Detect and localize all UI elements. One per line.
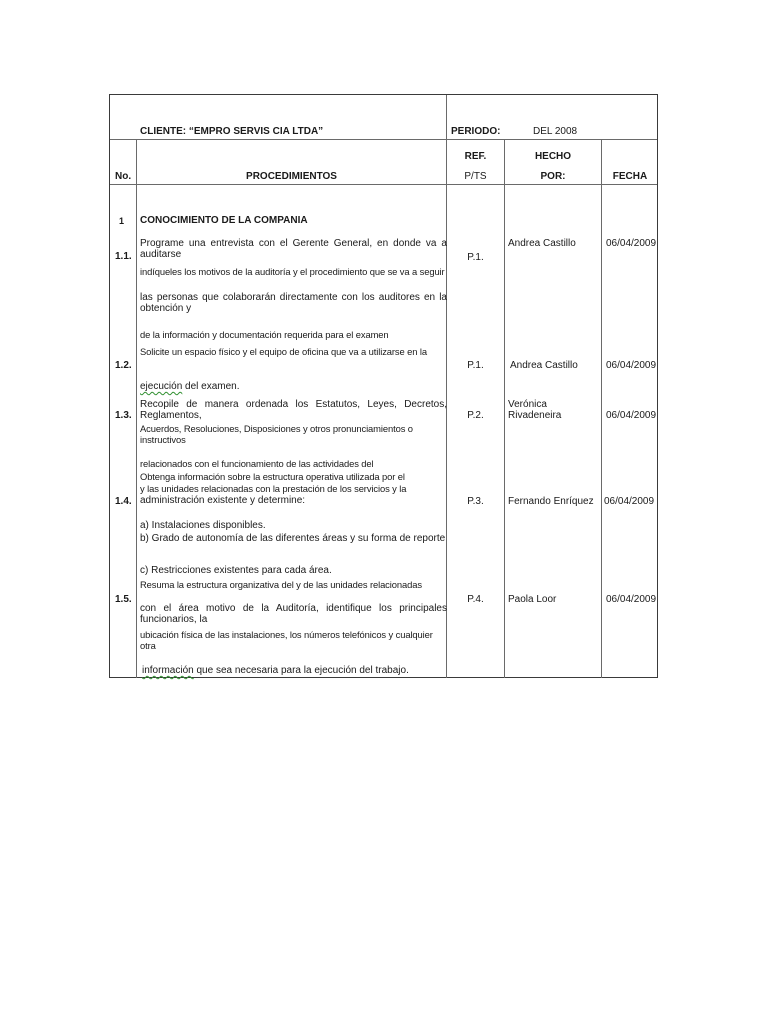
row-number: 1.4.	[115, 496, 132, 507]
fecha-cell: 06/04/2009	[606, 410, 657, 421]
col-header-ref-line2: P/TS	[464, 171, 487, 182]
columns-divider	[110, 184, 657, 185]
spellcheck-word: información	[142, 665, 194, 676]
col-header-fecha: FECHA	[612, 171, 648, 182]
col-header-no: No.	[115, 171, 132, 182]
row-number: 1.3.	[115, 410, 132, 421]
procedure-text: a) Instalaciones disponibles.	[140, 520, 266, 531]
procedure-text: de la información y documentación requerida para el examen	[140, 329, 389, 340]
col-header-hecho-line2: POR:	[540, 171, 566, 182]
ref-cell: P.4.	[467, 594, 484, 605]
ref-cell: P.2.	[467, 410, 484, 421]
ref-cell: P.1.	[467, 360, 484, 371]
col-header-ref: REF.	[464, 151, 487, 162]
procedure-text: las personas que colaborarán directamente con los auditores en la obtención y	[140, 292, 447, 314]
col-divider-fecha	[601, 140, 602, 678]
fecha-cell: 06/04/2009	[606, 594, 657, 605]
procedure-text: Resuma la estructura organizativa del y de las unidades relacionadas	[140, 579, 422, 590]
section-number: 1	[119, 216, 125, 226]
period-value: DEL 2008	[533, 126, 578, 137]
audit-program-table	[109, 94, 658, 678]
fecha-cell: 06/04/2009	[604, 496, 655, 507]
hecho-por-cell: Andrea Castillo	[508, 238, 576, 249]
procedure-text-tail: que sea necesaria para la ejecución del trabajo.	[193, 665, 409, 676]
procedure-text: Acuerdos, Resoluciones, Disposiciones y otros pronunciamientos o instructivos	[140, 423, 413, 445]
procedure-text: c) Restricciones existentes para cada área.	[140, 565, 332, 576]
procedure-text: relacionados con el funcionamiento de las actividades del	[140, 458, 374, 469]
procedure-text: indíqueles los motivos de la auditoría y el procedimiento que se va a seguir	[140, 266, 445, 277]
fecha-cell: 06/04/2009	[606, 238, 657, 249]
section-title: CONOCIMIENTO DE LA COMPANIA	[140, 215, 308, 226]
hecho-por-cell: Fernando Enríquez	[508, 496, 594, 507]
spellcheck-word: ejecución	[140, 381, 183, 392]
procedure-text: y las unidades relacionadas con la prestación de los servicios y la	[140, 483, 407, 494]
procedure-text: b) Grado de autonomía de las diferentes áreas y su forma de reporte	[140, 533, 446, 544]
row-number: 1.5.	[115, 594, 132, 605]
period-label: PERIODO:	[451, 126, 501, 137]
ref-cell: P.1.	[467, 252, 484, 263]
hecho-por-cell: Verónica Rivadeneira	[508, 399, 562, 421]
procedure-text-tail: del examen.	[182, 381, 240, 392]
procedure-text: Recopile de manera ordenada los Estatutos, Leyes, Decretos, Reglamentos,	[140, 399, 447, 421]
client-name: CLIENTE: “EMPRO SERVIS CIA LTDA”	[140, 126, 324, 137]
col-divider-hecho	[504, 140, 505, 678]
procedure-text: Obtenga información sobre la estructura operativa utilizada por el	[140, 471, 405, 482]
col-divider-no	[136, 140, 137, 678]
ref-cell: P.3.	[467, 496, 484, 507]
fecha-cell: 06/04/2009	[606, 360, 657, 371]
hecho-por-cell: Paola Loor	[508, 594, 557, 605]
col-divider-ref	[446, 95, 447, 678]
procedure-text: Solicite un espacio físico y el equipo de oficina que va a utilizarse en la	[140, 346, 427, 357]
row-number: 1.1.	[115, 251, 132, 262]
procedure-text: ubicación física de las instalaciones, los números telefónicos y cualquier otra	[140, 629, 433, 651]
col-header-procedimientos: PROCEDIMIENTOS	[246, 171, 337, 182]
header-divider	[110, 139, 657, 140]
row-number: 1.2.	[115, 360, 132, 371]
procedure-text: Programe una entrevista con el Gerente General, en donde va a auditarse	[140, 238, 447, 260]
procedure-text: con el área motivo de la Auditoría, identifique los principales funcionarios, la	[140, 603, 447, 625]
col-header-hecho: HECHO	[534, 151, 572, 162]
procedure-text	[140, 381, 240, 392]
procedure-text	[142, 665, 409, 676]
hecho-por-cell: Andrea Castillo	[510, 360, 578, 371]
procedure-text: administración existente y determine:	[140, 495, 306, 506]
